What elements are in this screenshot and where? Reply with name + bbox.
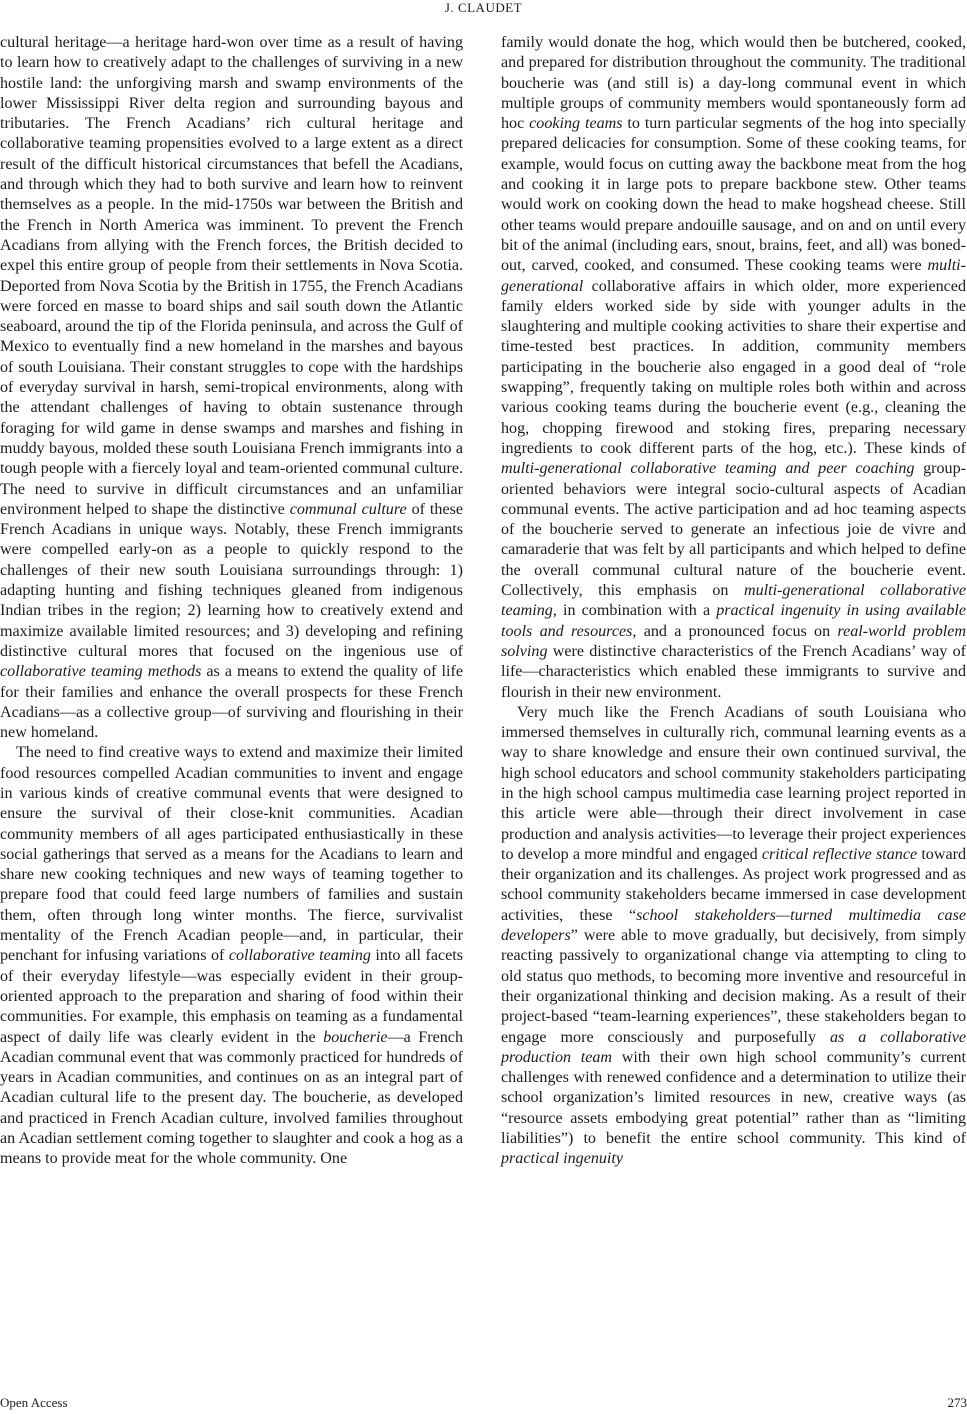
left-text-column xyxy=(0,33,463,1170)
emphasis-text: boucherie xyxy=(323,1028,388,1046)
text-run: , in combination with a xyxy=(552,602,717,620)
text-run: toward their organization and its challenges. As project work progressed and as school community stakeholders became immersed in case development activities, these “ xyxy=(501,845,967,924)
text-run: were distinctive characteristics of the French Acadians’ way of life—characteristics which enabled these immigrants to survive and flourish in their new environment. xyxy=(501,642,966,701)
emphasis-text: multi-generational collaborative teaming and peer coaching xyxy=(501,460,915,478)
emphasis-text: communal culture xyxy=(289,500,407,518)
emphasis-text: critical reflective stance xyxy=(761,845,918,863)
emphasis-text: practical ingenuity in using available tools and resources xyxy=(501,602,966,640)
emphasis-text: cooking teams xyxy=(529,115,623,133)
paragraph xyxy=(0,743,463,1169)
page-number: 273 xyxy=(947,1395,967,1410)
emphasis-text: real-world problem solving xyxy=(501,622,966,660)
paragraph xyxy=(0,33,463,743)
text-run: —a French Acadian communal event that was commonly practiced for hundreds of years in Acadian communities, and continues on as an integral part of Acadian cultural life to the present day. The boucherie, as developed and practiced in French Acadian culture, involved families throughout an Acadian settlement coming together to slaughter and cook a hog as a means to provide meat for the whole community. One xyxy=(0,1028,464,1168)
text-run: , and a pronounced focus on xyxy=(632,622,838,640)
text-run: family would donate the hog, which would then be butchered, cooked, and prepared for distribution throughout the community. The traditional boucherie was (and still is) a day-long communal event in which multiple groups of community members would spontaneously form ad hoc xyxy=(501,34,966,133)
emphasis-text: multi-generational xyxy=(501,257,966,295)
text-run: Very much like the French Acadians of south Louisiana who immersed themselves in culturally rich, communal learning events as a way to share knowledge and ensure their own continued survival, the high school educators and school community stakeholders participating in the high school campus multimedia case learning project reported in this article were able—through their direct involvement in case production and analysis activities—to leverage their project experiences to develop a more mindful and engaged xyxy=(501,703,966,863)
text-run: to turn particular segments of the hog into specially prepared delicacies for consumption. Some of these cooking teams, for example, would focus on cutting away the backbone meat from the hog and cooking it in large pots to prepare backbone stew. Other teams would work on cooking down the head to make hogshead cheese. Still other teams would prepare andouille sausage, and on and on until every bit of the animal (including ears, snout, brains, feet, and all) was boned-out, carved, cooked, and consumed. These cooking teams were xyxy=(501,115,967,275)
emphasis-text: as a collaborative production team xyxy=(501,1028,966,1066)
text-run: into all facets of their everyday lifestyle—was especially evident in their group-oriented approach to the preparation and sharing of food within their communities. For example, this emphasis on teaming as a fundamental aspect of daily life was clearly evident in the xyxy=(0,947,464,1046)
paragraph xyxy=(501,33,966,703)
text-run: of these French Acadians in unique ways. Notably, these French immigrants were compelled early-on as a people to quickly respond to the challenges of their new south Louisiana surroundings through: 1) adapting hunting and fishing techniques gleaned from indigenous Indian tribes in the region; 2) learning how to creatively extend and maximize available limited resources; and 3) developing and refining distinctive cultural mores that focused on the ingenious use of xyxy=(0,500,463,660)
text-run: The need to find creative ways to extend and maximize their limited food resources compelled Acadian communities to invent and engage in various kinds of creative communal events that were designed to ensure the survival of their close-knit communities. Acadian community members of all ages participated enthusiastically in these social gatherings that served as a means for the Acadians to learn and share new cooking techniques and new ways of teaming together to prepare food that could feed large numbers of families and sustain them, often through long winter months. The fierce, survivalist mentality of the French Acadian people—and, in particular, their penchant for infusing variations of xyxy=(0,744,463,965)
emphasis-text: collaborative teaming methods xyxy=(0,663,202,681)
emphasis-text: practical ingenuity xyxy=(501,1150,624,1168)
text-run: cultural heritage—a heritage hard-won over time as a result of having to learn how to creatively adapt to the challenges of surviving in a new hostile land: the unforgiving marsh and swamp environments of the lower Mississippi River delta region and surrounding bayous and tributaries. The French Acadians’ rich cultural heritage and collaborative teaming propensities evolved to a large extent as a direct result of the difficult historical circumstances that befell the Acadians, and through which they had to both survive and learn how to reinvent themselves as a people. In the mid-1750s war between the British and the French in North America was imminent. To prevent the French Acadians from allying with the French forces, the British decided to expel this entire group of people from their settlements in Nova Scotia. Deported from Nova Scotia by the British in 1755, the French Acadians were forced en masse to board ships and sail south down the Atlantic seaboard, around the tip of the Florida peninsula, and across the Gulf of Mexico to eventually find a new homeland in the marshes and bayous of south Louisiana. Their constant struggles to cope with the hardships of everyday survival in harsh, semi-tropical environments, along with the attendant challenges of having to obtain sustenance through foraging for wild game in dense swamps and marshes and fishing in muddy bayous, molded these south Louisiana French immigrants into a tough people with a fiercely loyal and team-oriented communal culture. The need to survive in difficult circumstances and an unfamiliar environment helped to shape the distinctive xyxy=(0,34,463,518)
emphasis-text: school stakeholders—turned multimedia case developers xyxy=(501,906,966,945)
text-run: group-oriented behaviors were integral socio-cultural aspects of Acadian communal events. The active participation and ad hoc teaming aspects of the boucherie served to generate an infectious joie de vivre and camaraderie that was felt by all participants and which helped to define the overall communal cultural nature of the boucherie event. Collectively, this emphasis on xyxy=(501,460,966,600)
text-run: collaborative affairs in which older, more experienced family elders worked side by side with younger adults in the slaughtering and multiple cooking activities to share their expertise and time-tested best practices. In addition, community members participating in the boucherie also engaged in a good deal of “role swapping”, frequently taking on multiple roles both within and across various cooking teams during the boucherie event (e.g., cleaning the hog, chopping firewood and stoking fires, preparing necessary ingredients to cook different parts of the hog, etc.). These kinds of xyxy=(501,277,966,457)
text-run: with their own high school community’s current challenges with renewed confidence and a determination to utilize their school organization’s limited resources in new, creative ways (as “resource assets embodying great potential” rather than as “limiting liabilities”) to benefit the entire school community. This kind of xyxy=(501,1048,967,1148)
text-run: as a means to extend the quality of life for their families and enhance the overall prospects for these French Acadians—as a collective group—of surviving and flourishing in their new homeland. xyxy=(0,663,463,742)
paragraph xyxy=(501,703,966,1170)
footer-journal-label: Open Access xyxy=(0,1395,68,1410)
right-text-column xyxy=(501,33,966,1170)
emphasis-text: collaborative teaming xyxy=(228,947,371,965)
text-run: ” were able to move gradually, but decisively, from simply reacting passively to organizational change via attempting to cling to old status quo methods, to becoming more inventive and resourceful in their organizational thinking and decision making. As a result of their project-based “team-learning experiences”, these stakeholders began to engage more consciously and purposefully xyxy=(501,927,966,1046)
emphasis-text: multi-generational collaborative teaming xyxy=(501,582,966,620)
running-header: J. CLAUDET xyxy=(444,0,523,15)
